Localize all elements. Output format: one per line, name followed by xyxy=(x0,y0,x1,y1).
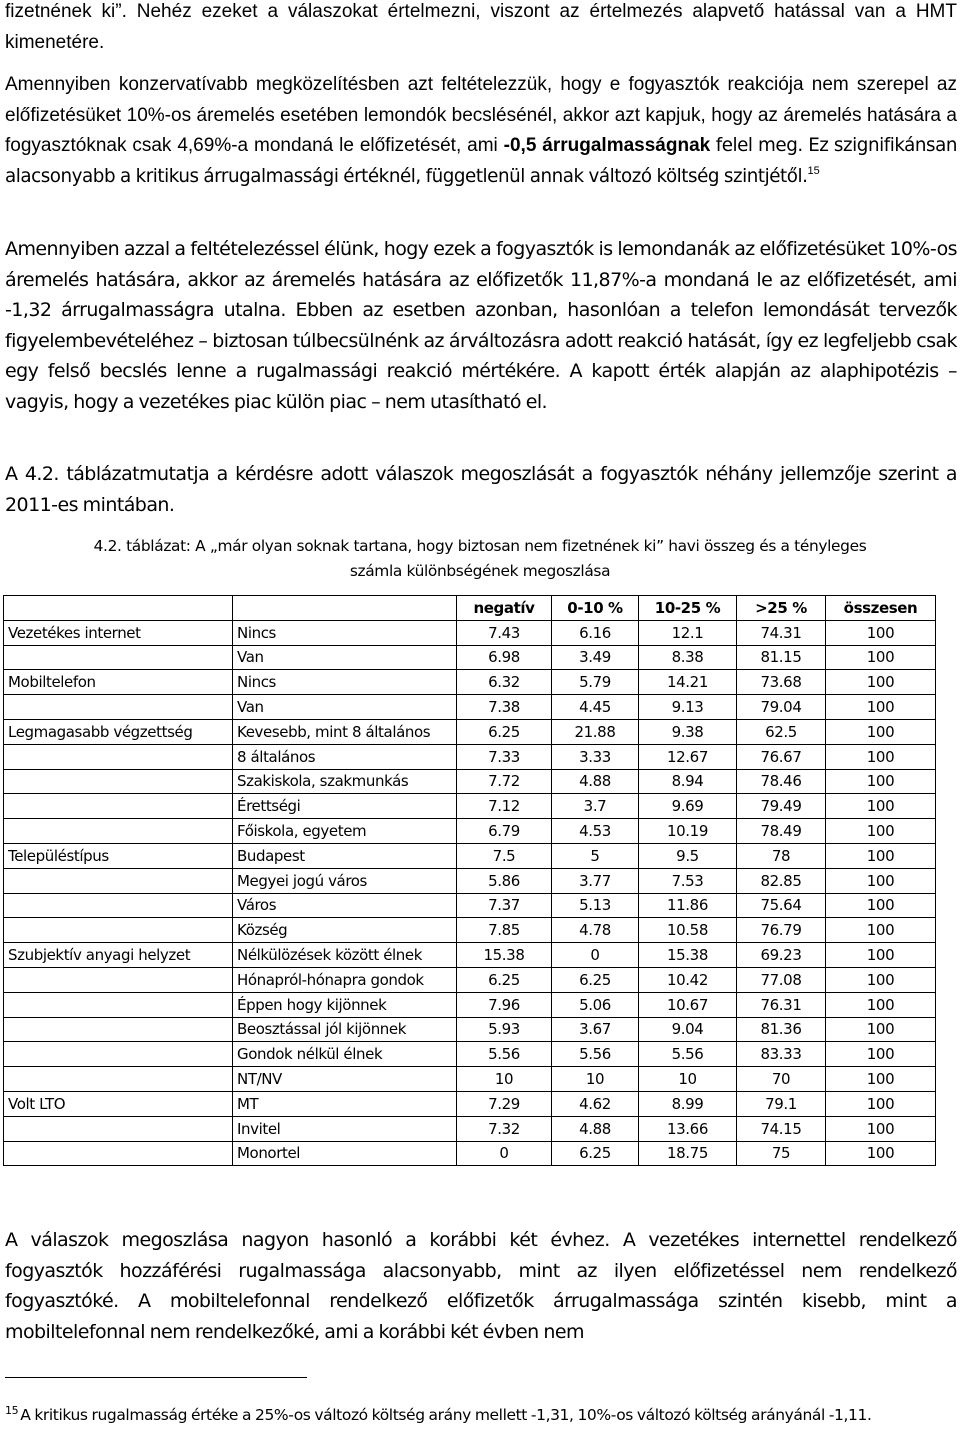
table-row xyxy=(4,943,936,968)
table-cell: 0 xyxy=(552,943,639,968)
table-cell: 62.5 xyxy=(737,719,826,744)
table-cell: 7.96 xyxy=(457,992,552,1017)
row-group-label: Vezetékes internet xyxy=(4,620,233,645)
row-category-label: Van xyxy=(233,695,457,720)
table-cell: 10.19 xyxy=(639,819,737,844)
table-cell: 5.93 xyxy=(457,1017,552,1042)
paragraph-conservative-text-b: felel meg. Ez szignifikánsan alacsonyabb a kritikus árrugalmassági értéknél, függetlenül annak változó költség szintjétől. xyxy=(5,135,957,187)
row-category-label: Megyei jogú város xyxy=(233,868,457,893)
table-cell: 8.94 xyxy=(639,769,737,794)
row-group-label xyxy=(4,918,233,943)
table-row xyxy=(4,843,936,868)
table-cell: 75.64 xyxy=(737,893,826,918)
table-cell: 4.53 xyxy=(552,819,639,844)
row-category-label: Hónapról-hónapra gondok xyxy=(233,967,457,992)
row-category-label: Éppen hogy kijönnek xyxy=(233,992,457,1017)
elasticity-bold-value: -0,5 árrugalmasságnak xyxy=(503,135,711,157)
table-cell: 76.79 xyxy=(737,918,826,943)
table-cell: 4.88 xyxy=(552,769,639,794)
table-cell: 8.99 xyxy=(639,1091,737,1116)
column-header: 0-10 % xyxy=(552,596,639,621)
table-cell: 76.31 xyxy=(737,992,826,1017)
row-category-label: Gondok nélkül élnek xyxy=(233,1042,457,1067)
table-row xyxy=(4,819,936,844)
table-cell: 78.46 xyxy=(737,769,826,794)
row-category-label: Város xyxy=(233,893,457,918)
table-cell: 10 xyxy=(552,1067,639,1092)
table-row xyxy=(4,1141,936,1166)
row-category-label: Érettségi xyxy=(233,794,457,819)
table-cell: 100 xyxy=(826,992,936,1017)
row-category-label: Község xyxy=(233,918,457,943)
table-cell: 75 xyxy=(737,1141,826,1166)
table-cell: 9.38 xyxy=(639,719,737,744)
row-group-label xyxy=(4,744,233,769)
table-cell: 4.88 xyxy=(552,1116,639,1141)
row-group-label xyxy=(4,893,233,918)
table-cell: 9.13 xyxy=(639,695,737,720)
table-cell: 74.31 xyxy=(737,620,826,645)
table-cell: 100 xyxy=(826,645,936,670)
row-group-label xyxy=(4,1017,233,1042)
table-cell: 3.67 xyxy=(552,1017,639,1042)
table-row xyxy=(4,1042,936,1067)
table-cell: 76.67 xyxy=(737,744,826,769)
row-category-label: Monortel xyxy=(233,1141,457,1166)
table-cell: 5.56 xyxy=(639,1042,737,1067)
table-cell: 6.25 xyxy=(457,967,552,992)
column-header: 10-25 % xyxy=(639,596,737,621)
column-header: összesen xyxy=(826,596,936,621)
table-cell: 6.25 xyxy=(457,719,552,744)
table-cell: 100 xyxy=(826,943,936,968)
row-group-label: Volt LTO xyxy=(4,1091,233,1116)
paragraph-conclusion xyxy=(5,1225,957,1347)
table-cell: 74.15 xyxy=(737,1116,826,1141)
table-cell: 4.78 xyxy=(552,918,639,943)
table-cell: 13.66 xyxy=(639,1116,737,1141)
table-cell: 100 xyxy=(826,794,936,819)
table-cell: 100 xyxy=(826,1116,936,1141)
table-cell: 9.5 xyxy=(639,843,737,868)
table-cell: 7.12 xyxy=(457,794,552,819)
table-cell: 79.49 xyxy=(737,794,826,819)
row-category-label: Kevesebb, mint 8 általános xyxy=(233,719,457,744)
table-cell: 69.23 xyxy=(737,943,826,968)
row-group-label xyxy=(4,695,233,720)
table-cell: 15.38 xyxy=(457,943,552,968)
column-header xyxy=(4,596,233,621)
table-cell: 81.36 xyxy=(737,1017,826,1042)
table-cell: 7.43 xyxy=(457,620,552,645)
table-cell: 6.25 xyxy=(552,967,639,992)
table-cell: 5.13 xyxy=(552,893,639,918)
row-group-label xyxy=(4,1141,233,1166)
paragraph-conservative-text-a: Amennyiben konzervatívabb megközelítésben azt feltételezzük, hogy e fogyasztók reakciója nem szerepel az előfizetésüket 10%-os áremelés esetében lemondók becslésénél, akkor azt kapjuk, hogy az áremelés hatására a fogyasztóknak csak 4,69%-a mondaná le előfizetését, ami xyxy=(5,74,957,157)
table-row xyxy=(4,868,936,893)
row-group-label: Településtípus xyxy=(4,843,233,868)
row-group-label xyxy=(4,868,233,893)
table-cell: 5.56 xyxy=(552,1042,639,1067)
table-row xyxy=(4,1067,936,1092)
table-cell: 3.49 xyxy=(552,645,639,670)
paragraph-conclusion-text: A válaszok megoszlása nagyon hasonló a korábbi két évhez. A vezetékes internettel rendelkező fogyasztók hozzáférési rugalmassága alacsonyabb, mint az ilyen előfizetéssel nem rendelkező fogyasztóké. A mobiltelefonnal rendelkező előfizetők árrugalmassága szintén kisebb, mint a mobiltelefonnal nem rendelkezőké, ami a korábbi két évben nem xyxy=(5,1229,957,1343)
table-cell: 78 xyxy=(737,843,826,868)
row-category-label: Van xyxy=(233,645,457,670)
table-cell: 7.5 xyxy=(457,843,552,868)
table-cell: 5.06 xyxy=(552,992,639,1017)
table-cell: 7.33 xyxy=(457,744,552,769)
table-row xyxy=(4,1091,936,1116)
row-category-label: 8 általános xyxy=(233,744,457,769)
table-cell: 100 xyxy=(826,918,936,943)
table-cell: 100 xyxy=(826,819,936,844)
table-cell: 100 xyxy=(826,1017,936,1042)
table-cell: 82.85 xyxy=(737,868,826,893)
table-cell: 14.21 xyxy=(639,670,737,695)
table-cell: 11.86 xyxy=(639,893,737,918)
table-cell: 3.77 xyxy=(552,868,639,893)
footnote-text: A kritikus rugalmasság értéke a 25%-os változó költség arány mellett -1,31, 10%-os változó költség arányánál -1,11. xyxy=(20,1406,872,1424)
table-header-row xyxy=(4,596,936,621)
row-group-label xyxy=(4,1116,233,1141)
table-row xyxy=(4,1116,936,1141)
table-cell: 7.37 xyxy=(457,893,552,918)
table-cell: 100 xyxy=(826,1042,936,1067)
column-header xyxy=(233,596,457,621)
table-caption-line1: 4.2. táblázat: A „már olyan soknak tartana, hogy biztosan nem fizetnének ki” havi összeg és a tényleges xyxy=(93,537,867,555)
table-cell: 10 xyxy=(639,1067,737,1092)
table-row xyxy=(4,893,936,918)
table-cell: 100 xyxy=(826,967,936,992)
table-cell: 10.58 xyxy=(639,918,737,943)
table-row xyxy=(4,1017,936,1042)
row-category-label: Főiskola, egyetem xyxy=(233,819,457,844)
table-row xyxy=(4,992,936,1017)
row-category-label: Nincs xyxy=(233,620,457,645)
table-cell: 7.72 xyxy=(457,769,552,794)
table-cell: 10 xyxy=(457,1067,552,1092)
footnote-number: 15 xyxy=(5,1404,19,1417)
table-row xyxy=(4,645,936,670)
table-cell: 9.69 xyxy=(639,794,737,819)
distribution-table xyxy=(3,595,936,1166)
table-cell: 5.86 xyxy=(457,868,552,893)
row-group-label: Mobiltelefon xyxy=(4,670,233,695)
table-cell: 18.75 xyxy=(639,1141,737,1166)
table-cell: 100 xyxy=(826,670,936,695)
table-cell: 10.42 xyxy=(639,967,737,992)
column-header: >25 % xyxy=(737,596,826,621)
table-cell: 79.04 xyxy=(737,695,826,720)
row-category-label: Budapest xyxy=(233,843,457,868)
paragraph-table-intro xyxy=(5,459,957,520)
table-cell: 12.67 xyxy=(639,744,737,769)
row-group-label xyxy=(4,967,233,992)
table-cell: 7.53 xyxy=(639,868,737,893)
table-cell: 100 xyxy=(826,620,936,645)
table-cell: 100 xyxy=(826,1141,936,1166)
table-row xyxy=(4,794,936,819)
row-category-label: Beosztással jól kijönnek xyxy=(233,1017,457,1042)
table-cell: 6.79 xyxy=(457,819,552,844)
table-caption-line2: számla különbségének megoszlása xyxy=(349,562,611,580)
table-cell: 0 xyxy=(457,1141,552,1166)
table-cell: 6.25 xyxy=(552,1141,639,1166)
row-category-label: Invitel xyxy=(233,1116,457,1141)
table-cell: 5 xyxy=(552,843,639,868)
table-cell: 81.15 xyxy=(737,645,826,670)
table-cell: 100 xyxy=(826,744,936,769)
paragraph-intro-text: fizetnének ki”. Nehéz ezeket a válaszokat értelmezni, viszont az értelmezés alapvető hatással van a HMT kimenetére. xyxy=(5,1,957,53)
table-row xyxy=(4,670,936,695)
row-group-label xyxy=(4,645,233,670)
row-group-label xyxy=(4,794,233,819)
table-cell: 100 xyxy=(826,1091,936,1116)
table-row xyxy=(4,719,936,744)
table-row xyxy=(4,967,936,992)
footnote xyxy=(5,1403,957,1427)
table-cell: 100 xyxy=(826,893,936,918)
table-cell: 15.38 xyxy=(639,943,737,968)
table-cell: 3.33 xyxy=(552,744,639,769)
row-group-label xyxy=(4,819,233,844)
table-cell: 6.16 xyxy=(552,620,639,645)
table-cell: 78.49 xyxy=(737,819,826,844)
row-category-label: Szakiskola, szakmunkás xyxy=(233,769,457,794)
table-cell: 100 xyxy=(826,695,936,720)
table-row xyxy=(4,744,936,769)
row-category-label: NT/NV xyxy=(233,1067,457,1092)
paragraph-table-intro-text: A 4.2. táblázatmutatja a kérdésre adott válaszok megoszlását a fogyasztók néhány jellemzője szerint a 2011-es mintában. xyxy=(5,463,957,516)
table-cell: 7.85 xyxy=(457,918,552,943)
table-cell: 9.04 xyxy=(639,1017,737,1042)
row-group-label xyxy=(4,1067,233,1092)
table-row xyxy=(4,620,936,645)
table-cell: 100 xyxy=(826,769,936,794)
paragraph-intro xyxy=(5,0,957,58)
table-cell: 21.88 xyxy=(552,719,639,744)
table-cell: 6.32 xyxy=(457,670,552,695)
table-cell: 7.38 xyxy=(457,695,552,720)
table-caption xyxy=(0,534,960,584)
row-group-label xyxy=(4,769,233,794)
footnote-divider xyxy=(5,1377,307,1378)
footnote-reference: 15 xyxy=(807,164,820,177)
table-row xyxy=(4,695,936,720)
table-cell: 100 xyxy=(826,868,936,893)
table-cell: 7.29 xyxy=(457,1091,552,1116)
table-cell: 8.38 xyxy=(639,645,737,670)
table-cell: 4.62 xyxy=(552,1091,639,1116)
table-cell: 100 xyxy=(826,719,936,744)
row-group-label: Legmagasabb végzettség xyxy=(4,719,233,744)
table-row xyxy=(4,918,936,943)
table-cell: 70 xyxy=(737,1067,826,1092)
row-group-label xyxy=(4,992,233,1017)
table-row xyxy=(4,769,936,794)
table-cell: 83.33 xyxy=(737,1042,826,1067)
table-cell: 5.56 xyxy=(457,1042,552,1067)
row-category-label: Nincs xyxy=(233,670,457,695)
table-cell: 10.67 xyxy=(639,992,737,1017)
table-cell: 79.1 xyxy=(737,1091,826,1116)
row-category-label: MT xyxy=(233,1091,457,1116)
table-cell: 73.68 xyxy=(737,670,826,695)
table-cell: 5.79 xyxy=(552,670,639,695)
table-cell: 6.98 xyxy=(457,645,552,670)
column-header: negatív xyxy=(457,596,552,621)
paragraph-assumption xyxy=(5,234,957,418)
row-group-label xyxy=(4,1042,233,1067)
row-category-label: Nélkülözések között élnek xyxy=(233,943,457,968)
table-cell: 12.1 xyxy=(639,620,737,645)
table-cell: 7.32 xyxy=(457,1116,552,1141)
paragraph-assumption-text: Amennyiben azzal a feltételezéssel élünk, hogy ezek a fogyasztók is lemondanák az előfizetésüket 10%-os áremelés hatására, akkor az áremelés hatására az előfizetők 11,87%-a mondaná le az előfizetését, ami -1,32 árrugalmasságra utalna. Ebben az esetben azonban, hasonlóan a telefon lemondását tervezők figyelembevételéhez – biztosan túlbecsülnénk az árváltozásra adott reakció hatását, így ez legfeljebb csak egy felső becslés lenne a rugalmassági reakció mértékére. A kapott érték alapján az alaphipotézis – vagyis, hogy a vezetékes piac külön piac – nem utasítható el. xyxy=(5,238,957,413)
paragraph-conservative xyxy=(5,70,957,192)
table-cell: 3.7 xyxy=(552,794,639,819)
row-group-label: Szubjektív anyagi helyzet xyxy=(4,943,233,968)
table-cell: 100 xyxy=(826,1067,936,1092)
table-cell: 77.08 xyxy=(737,967,826,992)
table-cell: 4.45 xyxy=(552,695,639,720)
table-cell: 100 xyxy=(826,843,936,868)
